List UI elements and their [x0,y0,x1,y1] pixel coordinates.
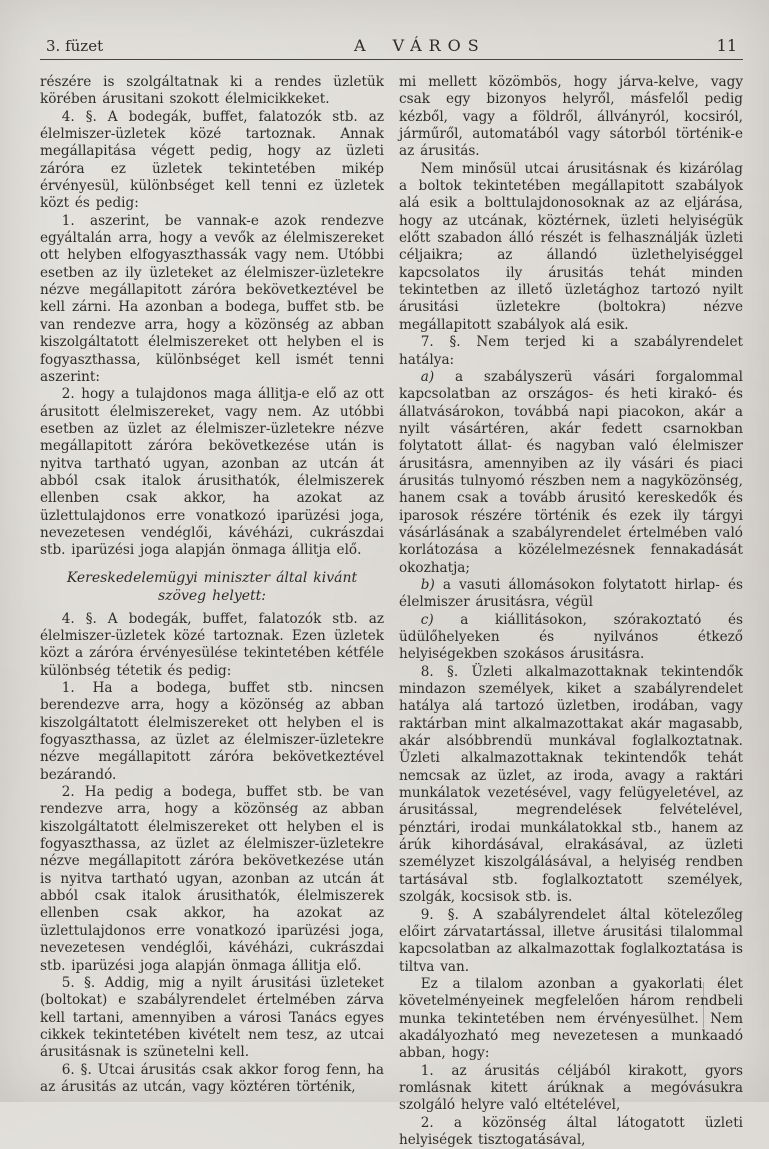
running-head [40,36,743,60]
paragraph: 2. hogy a tulajdonos maga állitja-e elő az ott árusitott élelmiszereket, vagy nem. Az utóbbi esetben az üzlet az élelmiszer-üzletekre nézve megállapitott záróra bekövetkezése után is nyitva tartható ugyan, azonban az utcán át abból csak italok árusithatók, élelmiszerek ellenben csak akkor, ha azokat az üzlettulajdonos erre vonatkozó iparüzési joga, nevezetesen vendéglői, kávéházi, cukrászdai stb. iparüzési joga alapján önmaga állitja elő. [40,386,384,559]
paragraph: 9. §. A szabályrendelet által kötelezőleg előirt zárvatartással, illetve árusitási tilalommal kapcsolatban az alkalmazottak foglalkoztatása is tiltva van. [399,906,743,975]
paragraph: 7. §. Nem terjed ki a szabályrendelet hatálya: [399,334,743,368]
scan-fold-artifact [703,982,704,1028]
paragraph: részére is szolgáltatnak ki a rendes üzletük körében árusitani szokott élelmicikkeket. [40,74,384,108]
paragraph: 4. §. A bodegák, buffet, falatozók stb. az élelmiszer-üzletek közé tartoznak. Ezen üzletek közt a záróra érvényesülése tekintetében kétféle különbség tétetik és pedig: [40,610,384,679]
paragraph: mi mellett közömbös, hogy járva-kelve, vagy csak egy bizonyos helyről, másfelől pedig kézből, vagy a földről, állványról, kocsiról, járműről, automatából vagy sátorból történik-e az árusitás. [399,74,743,160]
italic-subheading: Kereskedelemügyi miniszter által kivánt szöveg helyett: [66,569,358,604]
list-letter: c) [420,611,434,628]
left-column [40,74,384,1149]
paragraph-text: a szabályszerü vásári forgalommal kapcsolatban az országos- és heti kirakó- és állatvásárokon, továbbá napi piacokon, akár a nyilt vásártéren, akár fedett csarnokban folytatott állat- és nagyban való élelmiszer árusitásra, amennyiben az ily vásári és piaci árusitás tulnyomó részben nem a nagyközönség, hanem csak a tovább árusitó kereskedők és iparosok részére történik és ezek ily tárgyi vásárlásának a szabályrendelet értelmében való korlátozása a közélelmezésnek fennakadását okozhatja; [399,368,743,576]
paragraph: 1. Ha a bodega, buffet stb. nincsen berendezve arra, hogy a közönség az abban kiszolgáltatott élelmiszereket ott helyben el is fogyaszthassa, az üzlet az élelmiszer-üzletekre nézve megállapitott záróra bekövetkeztével bezárandó. [40,680,384,783]
paragraph: Ez a tilalom azonban a gyakorlati élet követelményeinek megfelelően három rendbeli munka tekintetében nem érvényesülhet. Nem akadályozható meg nevezetesen a munkaadó abban, hogy: [399,975,743,1062]
paragraph: Nem minősül utcai árusitásnak és kizárólag a boltok tekintetében megállapitott szabályok alá esik a bolttulajdonosoknak az az eljárása, hogy az utcának, köztérnek, üzleti helyiségük előtt szabadon álló részét is felhasználják üzleti céljaikra; az állandó üzlethelyiséggel kapcsolatos ily árusitás tehát minden tekintetben az illető üzletághoz tartozó nyilt árusitási üzletekre (boltokra) nézve megállapitott szabályok alá esik. [399,160,743,333]
paragraph: 6. §. Utcai árusitás csak akkor forog fenn, ha az árusitás az utcán, vagy köztéren történik, [40,1061,384,1095]
paragraph: 8. §. Üzleti alkalmazottaknak tekintendők mindazon személyek, kiket a szabályrendelet hatálya alá tartozó üzletben, irodában, vagy raktárban mint alkalmazottakat akár magasabb, akár alsóbbrendü munkával foglalkoztatnak. Üzleti alkalmazottaknak tekintendők tehát nemcsak az üzlet, az iroda, avagy a raktári munkálatok vezetésével, vagy felügyeletével, az árusitással, megrendelések felvételével, pénztári, irodai munkálatokkal stb., hanem az árúk kihordásával, elrakásával, az üzleti személyzet kiszolgálásával, a helyiség rendben tartásával stb. foglalkoztatott személyek, szolgák, kocsisok stb. is. [399,663,743,906]
right-column [399,74,743,1149]
list-letter: b) [420,576,435,593]
list-letter: a) [420,368,435,385]
paragraph: 2. Ha pedig a bodega, buffet stb. be van rendezve arra, hogy a közönség az abban kiszolgáltatott élelmiszereket ott helyben el is fogyaszthassa, az üzlet az élelmiszer-üzletekre nézve megállapitott záróra bekövetkezése után is nyitva tartható ugyan, azonban az utcán át abból csak italok árusithatók, élelmiszerek ellenben csak akkor, ha azokat az üzlettulajdonos erre vonatkozó iparüzési joga, nevezetesen vendéglői, kávéházi, cukrászdai stb. iparüzési joga alapján önmaga állitja elő. [40,784,384,974]
paragraph-text: a kiállitásokon, szórakoztató és üdülőhelyeken és nyilvános étkező helyiségekben szokásos árusitásra. [399,611,743,663]
paragraph-lettered [399,577,743,612]
issue-label: 3. füzet [46,37,104,55]
paragraph: 1. az árusitás céljából kirakott, gyors romlásnak kitett árúknak a megóvásukra szolgáló helyre való eltételével, [399,1062,743,1114]
paragraph: 2. a közönség által látogatott üzleti helyiségek tisztogatásával, [399,1114,743,1148]
paragraph: 5. §. Addig, mig a nyilt árusitási üzleteket (boltokat) e szabályrendelet értelmében zárva kell tartani, amennyiben a városi Tanács egyes cikkek tekintetében kivételt nem tesz, az utcai árusitásnak is szünetelni kell. [40,974,384,1061]
paragraph-lettered [399,612,743,664]
paragraph: 1. aszerint, be vannak-e azok rendezve egyáltalán arra, hogy a vevők az élelmiszereket ott helyben elfogyaszthassák vagy nem. Utóbbi esetben az ily üzleteket az élelmiszer-üzletekre nézve megállapitott záróra bekövetkeztével be kell zárni. Ha azonban a bodega, buffet stb. be van rendezve arra, hogy a közönség az abban kiszolgáltatott élelmiszereket ott helyben el is fogyaszthassa, különbséget kell ismét tenni aszerint: [40,212,384,385]
paragraph-lettered [399,369,743,577]
two-column-text [40,74,743,1149]
journal-title: A VÁROS [353,36,486,55]
page-number: 11 [716,36,737,55]
paragraph-text: a vasuti állomásokon folytatott hirlap- és élelmiszer árusitásra, végül [399,576,743,611]
paragraph: 4. §. A bodegák, buffet, falatozók stb. az élelmiszer-üzletek közé tartoznak. Annak megállapitása végett pedig, hogy az üzleti záróra ez üzletek tekintetében mikép érvényesül, különbséget kell tenni ez üzletek közt és pedig: [40,108,384,212]
